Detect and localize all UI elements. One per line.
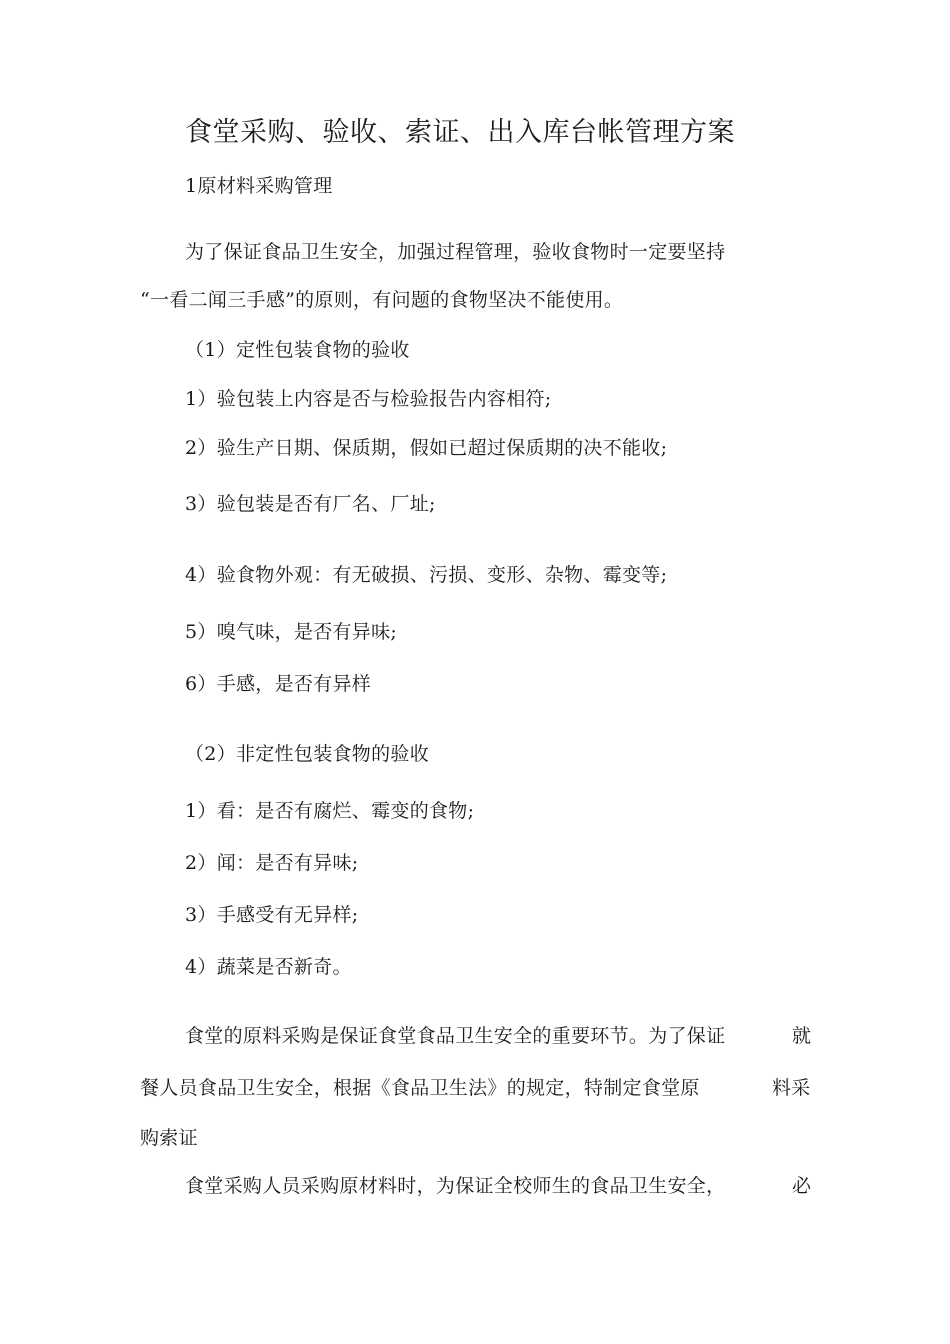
purchase-paragraph-line-1-end: 就 — [792, 1025, 812, 1047]
staff-paragraph-line-1-end: 必 — [792, 1175, 812, 1197]
section-heading: 1原材料采购管理 — [185, 175, 333, 197]
list-item: 3）验包装是否有厂名、厂址; — [185, 493, 436, 515]
staff-paragraph-line-1: 食堂采购人员采购原材料时，为保证全校师生的食品卫生安全， — [185, 1175, 726, 1197]
list-item: 1）看：是否有腐烂、霉变的食物; — [185, 800, 475, 822]
list-item: 4）验食物外观：有无破损、污损、变形、杂物、霉变等; — [185, 564, 668, 586]
document-title: 食堂采购、验收、索证、出入库台帐管理方案 — [185, 117, 735, 148]
list-item: 5）嗅气味，是否有异味; — [185, 621, 398, 643]
purchase-paragraph-line-3: 购索证 — [140, 1127, 198, 1149]
list-item: 2）闻：是否有异味; — [185, 852, 359, 874]
list-item: 6）手感，是否有异样 — [185, 673, 372, 695]
intro-line-1: 为了保证食品卫生安全，加强过程管理，验收食物时一定要坚持 — [185, 241, 726, 263]
unpackaged-heading: （2）非定性包装食物的验收 — [185, 743, 429, 765]
list-item: 4）蔬菜是否新奇。 — [185, 956, 352, 978]
intro-line-2: “一看二闻三手感”的原则，有问题的食物坚决不能使用。 — [140, 289, 624, 311]
purchase-paragraph-line-2-end: 料采 — [772, 1077, 811, 1099]
purchase-paragraph-line-1: 食堂的原料采购是保证食堂食品卫生安全的重要环节。为了保证 — [185, 1025, 726, 1047]
list-item: 2）验生产日期、保质期，假如已超过保质期的决不能收; — [185, 437, 668, 459]
purchase-paragraph-line-2: 餐人员食品卫生安全，根据《食品卫生法》的规定，特制定食堂原 — [140, 1077, 700, 1099]
packaged-heading: （1）定性包装食物的验收 — [185, 339, 410, 361]
list-item: 1）验包装上内容是否与检验报告内容相符; — [185, 388, 552, 410]
list-item: 3）手感受有无异样; — [185, 904, 359, 926]
